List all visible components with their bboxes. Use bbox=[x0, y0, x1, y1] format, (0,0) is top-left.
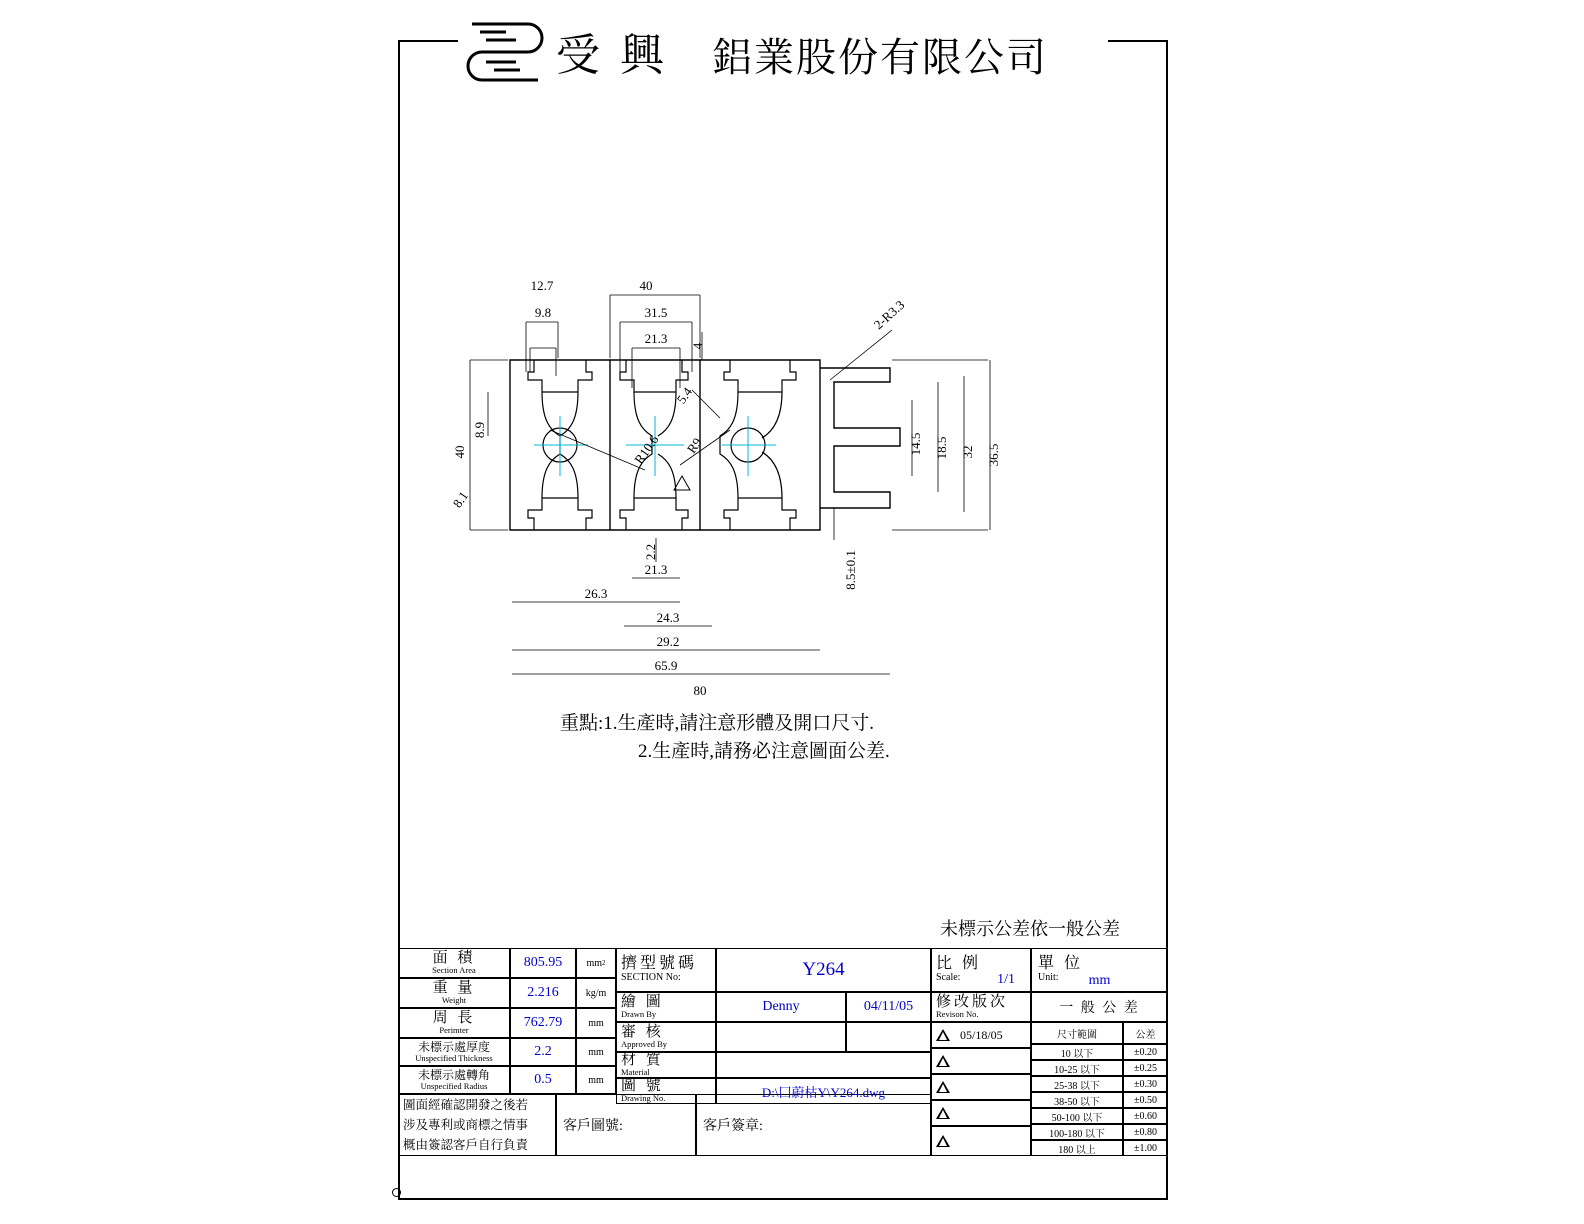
revision-triangle-icon bbox=[936, 1107, 950, 1119]
svg-text:32: 32 bbox=[960, 445, 975, 459]
disclaimer-note: 圖面經確認開發之後若 涉及專利或商標之情事 概由簽認客戶自行負責 bbox=[398, 1094, 556, 1156]
svg-text:21.3: 21.3 bbox=[644, 562, 668, 577]
svg-text:4: 4 bbox=[690, 342, 705, 350]
tolerance-value-7: ±1.00 bbox=[1123, 1140, 1168, 1156]
approved-by-value bbox=[716, 1022, 846, 1052]
svg-text:29.2: 29.2 bbox=[656, 634, 680, 649]
frame-top-left-line bbox=[398, 40, 458, 42]
scale-value: 1/1 bbox=[997, 972, 1015, 987]
material-label: 材 質 Material bbox=[616, 1052, 716, 1078]
unit-label: 單 位 Unit: bbox=[1031, 948, 1168, 992]
svg-text:36.5: 36.5 bbox=[986, 443, 1001, 467]
scale-label: 比 例 Scale: bbox=[931, 948, 1031, 992]
approved-by-label: 審 核 Approved By bbox=[616, 1022, 716, 1052]
area-label: 面 積 Section Area bbox=[398, 948, 510, 978]
svg-text:80: 80 bbox=[693, 683, 707, 698]
svg-text:26.3: 26.3 bbox=[584, 586, 608, 601]
production-note-2: 2.生產時,請務必注意圖面公差. bbox=[638, 741, 890, 762]
unspecified-radius-label: 未標示處轉角 Unspecified Radius bbox=[398, 1066, 510, 1094]
general-tolerance-label: 一 般 公 差 bbox=[1031, 992, 1168, 1022]
drawn-by-value: Denny bbox=[716, 992, 846, 1022]
drawn-date-value: 04/11/05 bbox=[846, 992, 931, 1022]
svg-text:8.9: 8.9 bbox=[472, 421, 487, 439]
perimeter-unit: mm bbox=[576, 1008, 616, 1038]
svg-text:R9: R9 bbox=[683, 434, 705, 456]
customer-signature-field[interactable]: 客戶簽章: bbox=[696, 1094, 931, 1156]
tolerance-value-6: ±0.80 bbox=[1123, 1124, 1168, 1140]
svg-text:9.8: 9.8 bbox=[534, 305, 552, 320]
revision-row-1[interactable]: 05/18/05 bbox=[931, 1022, 1031, 1048]
svg-text:24.3: 24.3 bbox=[656, 610, 680, 625]
weight-value: 2.216 bbox=[510, 978, 576, 1008]
svg-text:18.5: 18.5 bbox=[934, 436, 949, 460]
revision-triangle-icon bbox=[936, 1081, 950, 1093]
tolerance-range-3: 25-38 以下 bbox=[1031, 1076, 1123, 1092]
svg-text:65.9: 65.9 bbox=[654, 658, 678, 673]
unspecified-thickness-value: 2.2 bbox=[510, 1038, 576, 1066]
production-note-1: 重點:1.生產時,請注意形體及開口尺寸. bbox=[560, 713, 875, 734]
svg-text:40: 40 bbox=[452, 445, 467, 459]
svg-text:8.5±0.1: 8.5±0.1 bbox=[843, 550, 858, 590]
perimeter-value: 762.79 bbox=[510, 1008, 576, 1038]
approved-date-value bbox=[846, 1022, 931, 1052]
tolerance-range-6: 100-180 以下 bbox=[1031, 1124, 1123, 1140]
area-unit: mm 2 bbox=[576, 948, 616, 978]
tolerance-range-5: 50-100 以下 bbox=[1031, 1108, 1123, 1124]
tolerance-col-value-header: 公差 bbox=[1123, 1022, 1168, 1044]
unspecified-thickness-unit: mm bbox=[576, 1038, 616, 1066]
tolerance-range-4: 38-50 以下 bbox=[1031, 1092, 1123, 1108]
svg-text:12.7: 12.7 bbox=[530, 278, 554, 293]
weight-unit: kg/m bbox=[576, 978, 616, 1008]
tolerance-value-4: ±0.50 bbox=[1123, 1092, 1168, 1108]
tolerance-value-2: ±0.25 bbox=[1123, 1060, 1168, 1076]
customer-drawing-no-field[interactable]: 客戶圖號: bbox=[556, 1094, 696, 1156]
drawing-no-value: D:\囗蔚枯Y\Y264.dwg bbox=[716, 1078, 931, 1104]
revision-triangle-icon bbox=[936, 1029, 950, 1041]
tolerance-value-5: ±0.60 bbox=[1123, 1108, 1168, 1124]
revision-row-4[interactable] bbox=[931, 1100, 1031, 1126]
revision-triangle-icon bbox=[936, 1135, 950, 1147]
svg-text:21.3: 21.3 bbox=[644, 331, 668, 346]
frame-top-right-line bbox=[1108, 40, 1168, 42]
svg-text:31.5: 31.5 bbox=[644, 305, 668, 320]
unspecified-radius-value: 0.5 bbox=[510, 1066, 576, 1094]
title-block bbox=[398, 948, 1168, 1200]
unspecified-radius-unit: mm bbox=[576, 1066, 616, 1094]
tolerance-range-1: 10 以下 bbox=[1031, 1044, 1123, 1060]
profile-cross-section-drawing bbox=[430, 240, 1110, 705]
svg-text:2-R3.3: 2-R3.3 bbox=[870, 297, 908, 333]
revision-label: 修改版次 Revison No. bbox=[931, 992, 1031, 1022]
weight-label: 重 量 Weight bbox=[398, 978, 510, 1008]
revision-row-3[interactable] bbox=[931, 1074, 1031, 1100]
drawing-no-label: 圖 號 Drawing No. bbox=[616, 1078, 716, 1104]
tolerance-value-1: ±0.20 bbox=[1123, 1044, 1168, 1060]
revision-row-5[interactable] bbox=[931, 1126, 1031, 1156]
tolerance-col-range-header: 尺寸範圍 bbox=[1031, 1022, 1123, 1044]
unspecified-thickness-label: 未標示處厚度 Unspecified Thickness bbox=[398, 1038, 510, 1066]
general-tolerance-note: 未標示公差依一般公差 bbox=[940, 919, 1120, 939]
drawn-by-label: 繪 圖 Drawn By bbox=[616, 992, 716, 1022]
tolerance-range-2: 10-25 以下 bbox=[1031, 1060, 1123, 1076]
company-name: 鋁業股份有限公司 bbox=[712, 35, 1048, 80]
svg-text:R10.6: R10.6 bbox=[631, 432, 662, 467]
svg-text:受: 受 bbox=[556, 31, 600, 80]
unit-value: mm bbox=[1088, 973, 1111, 988]
svg-text:興: 興 bbox=[620, 31, 664, 80]
section-no-value: Y264 bbox=[716, 948, 931, 992]
svg-text:14.5: 14.5 bbox=[908, 432, 923, 456]
material-value bbox=[716, 1052, 931, 1078]
area-value: 805.95 bbox=[510, 948, 576, 978]
svg-text:2.2: 2.2 bbox=[643, 543, 658, 561]
production-notes bbox=[560, 710, 890, 766]
svg-text:5.4: 5.4 bbox=[673, 384, 696, 407]
company-logo-icon bbox=[460, 14, 710, 94]
perimeter-label: 周 長 Perimter bbox=[398, 1008, 510, 1038]
section-no-label: 擠型號碼 SECTION No: bbox=[616, 948, 716, 992]
tolerance-value-3: ±0.30 bbox=[1123, 1076, 1168, 1092]
svg-text:40: 40 bbox=[639, 278, 653, 293]
tolerance-range-7: 180 以上 bbox=[1031, 1140, 1123, 1156]
revision-triangle-icon bbox=[936, 1055, 950, 1067]
svg-text:8.1: 8.1 bbox=[449, 488, 472, 511]
revision-row-2[interactable] bbox=[931, 1048, 1031, 1074]
